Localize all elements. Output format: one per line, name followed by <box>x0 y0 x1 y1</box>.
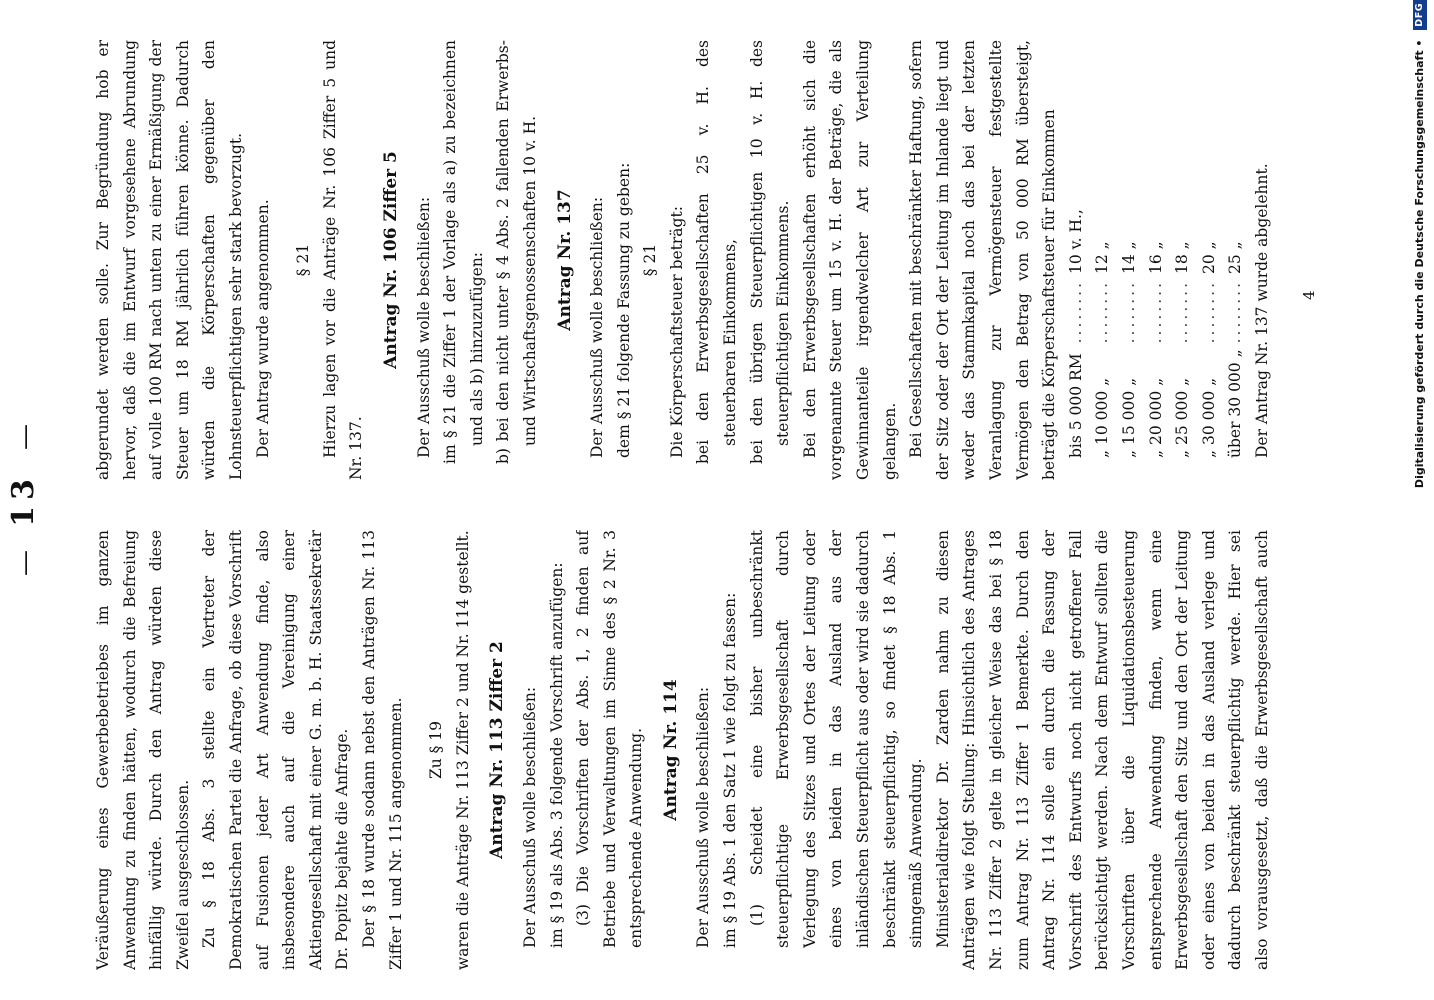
leader-dots: ........ <box>1066 279 1085 344</box>
tax-rate: 20 „ <box>1199 241 1218 274</box>
paragraph: Der Antrag Nr. 137 wurde abgelehnt. <box>1252 163 1271 458</box>
paragraph: Der Ausschuß wolle beschließen: <box>520 686 539 948</box>
paragraph: Der Antrag wurde angenommen. <box>253 199 272 458</box>
tax-range: „ 30 000 „ <box>1199 377 1218 458</box>
tax-range: „ 20 000 „ <box>1146 377 1165 458</box>
credit-line <box>1408 0 1432 1000</box>
tax-range: bis 5 000 RM <box>1066 353 1085 458</box>
tax-range: „ 15 000 „ <box>1119 377 1138 458</box>
page-header <box>6 0 76 1000</box>
tax-row <box>1116 203 1143 458</box>
tax-range: „ 25 000 „ <box>1173 377 1192 458</box>
leader-dots: ........ <box>1173 279 1192 344</box>
paragraph: abgerundet werden solle. Zur Begründung hob er hervor, daß die im Entwurf vorgesehene Abrundung auf volle 100 RM nach unten zu einer Ermäßigung der Steuer um 18 RM jährlich führen könne. Dadurch würden die Körperschaften gegenüber den Lohnsteuerpflichtigen sehr stark bevorzugt. <box>94 40 245 480</box>
tax-rate: 18 „ <box>1173 241 1192 274</box>
paragraph: Zu § 18 Abs. 3 stellte ein Vertreter der Demokratischen Partei die Anfrage, ob diese Vorschrift auf Fusionen jeder Art Anwendung finde, also insbesondere auch auf die Vereinigung einer Aktiengesellschaft mit einer G. m. b. H. Staatssekretär Dr. Popitz bejahte die Anfrage. <box>200 530 352 970</box>
tax-rate: 10 v. H., <box>1066 209 1085 274</box>
paragraph: Bei den Erwerbsgesellschaften erhöht sich die vorgenannte Steuer um 15 v. H. der Beträge, die als Gewinnanteile irgendwelcher Art zur Verteilung gelangen. <box>800 40 899 480</box>
motion-text: b) bei den nicht unter § 4 Abs. 2 fallenden Erwerbs- und Wirtschaftsgenossenschaften 10 v. H. <box>494 40 539 464</box>
section-heading: Zu § 19 <box>427 720 446 780</box>
tax-row <box>1169 203 1196 458</box>
left-column <box>90 530 1280 970</box>
leader-dots: ........ <box>1093 279 1112 344</box>
tax-range: „ 10 000 „ <box>1093 377 1112 458</box>
tax-rate: 14 „ <box>1119 241 1138 274</box>
tax-row <box>1143 203 1170 458</box>
paragraph: Die Körperschaftsteuer beträgt: <box>667 206 686 458</box>
section-heading: § 21 <box>641 243 660 277</box>
motion-heading: Antrag Nr. 137 <box>554 189 575 331</box>
leader-dots: ........ <box>1119 279 1138 344</box>
dfg-logo: DFG <box>1413 0 1427 30</box>
right-column <box>90 40 1280 480</box>
header-dash-right: — <box>10 424 40 451</box>
motion-text: im § 21 die Ziffer 1 der Vorlage als a) zu bezeichnen und als b) hinzuzufügen: <box>441 40 486 464</box>
paragraph: im § 19 als Abs. 3 folgende Vorschrift anzufügen: <box>547 562 566 948</box>
motion-text: bei den Erwerbsgesellschaften 25 v. H. des steuerbaren Einkommens, <box>694 40 740 464</box>
page-number: 13 <box>6 473 41 527</box>
leader-dots: ........ <box>1146 279 1165 344</box>
tax-row <box>1196 203 1223 458</box>
paragraph: im § 19 Abs. 1 den Satz 1 wie folgt zu fassen: <box>721 592 740 948</box>
paragraph: Bei Gesellschaften mit beschränkter Haftung, sofern der Sitz oder der Ort der Leitung im Inlande liegt und weder das Stammkapital noch das bei der letzten Veranlagung zur Vermögensteuer festgestellte Vermögen den Betrag von 50 000 RM übersteigt, beträgt die Körperschaftsteuer für Einkommen <box>907 40 1059 480</box>
motion-text: bei den übrigen Steuerpflichtigen 10 v. H. des steuerpflichtigen Einkommens. <box>747 40 793 464</box>
paragraph: Ministerialdirektor Dr. Zarden nahm zu diesen Anträgen wie folgt Stellung: Hinsichtlich des Antrages Nr. 113 Ziffer 2 gelte in gleicher Weise das bei § 18 zum Antrag Nr. 113 Ziffer 1 Bemerkte. Durch den Antrag Nr. 114 solle ein durch die Fassung der Vorschrift des Entwurfs noch nicht getroffener Fall berücksichtigt werden. Nach dem Entwurf sollten die Vorschriften über die Liquidationsbesteuerung entsprechende Anwendung finden, wenn eine Erwerbsgesellschaft den Sitz und den Ort der Leitung oder eines von beiden in das Ausland verlege und dadurch beschränkt steuerpflichtig werde. Hier sei also vorausgesetzt, daß die Erwerbsgesellschaft auch <box>933 530 1271 970</box>
motion-text: (3) Die Vorschriften der Abs. 1, 2 finden auf Betriebe und Verwaltungen im Sinne des § 2 Nr. 3 entsprechende Anwendung. <box>574 530 646 948</box>
tax-range: über 30 000 „ <box>1226 349 1245 458</box>
paragraph: Hierzu lagen vor die Anträge Nr. 106 Ziffer 5 und Nr. 137. <box>320 40 366 480</box>
tax-row <box>1089 203 1116 458</box>
paragraph: Der Ausschuß wolle beschließen: <box>414 196 433 458</box>
tax-row <box>1222 203 1249 458</box>
tax-row <box>1063 203 1090 458</box>
leader-dots: ........ <box>1226 279 1245 344</box>
motion-text: (1) Scheidet eine bisher unbeschränkt steuerpflichtige Erwerbsgesellschaft durch Verlegung des Sitzes und Ortes der Leitung oder eines von beiden in das Ausland aus der inländischen Steuerpflicht aus oder wird sie dadurch beschränkt steuerpflichtig, so findet § 18 Abs. 1 sinngemäß Anwendung. <box>747 530 926 948</box>
paragraph: Der § 18 wurde sodann nebst den Anträgen Nr. 113 Ziffer 1 und Nr. 115 angenommen. <box>359 530 405 970</box>
paragraph: dem § 21 folgende Fassung zu geben: <box>614 162 633 458</box>
section-heading: § 21 <box>294 243 313 277</box>
tax-rate-table <box>1063 203 1249 458</box>
footnote-mark: 4 <box>1300 290 1318 300</box>
paragraph: Veräußerung eines Gewerbebetriebes im ganzen Anwendung zu finden hätten, wodurch die Befreiung hinfällig würde. Durch den Antrag würden diese Zweifel ausgeschlossen. <box>94 530 192 970</box>
tax-rate: 12 „ <box>1093 241 1112 274</box>
motion-heading: Antrag Nr. 106 Ziffer 5 <box>380 151 401 369</box>
paragraph: Der Ausschuß wolle beschließen: <box>694 686 713 948</box>
credit-text: Digitalisierung gefördert durch die Deutsche Forschungsgemeinschaft • <box>1413 39 1426 489</box>
paragraph <box>1276 40 1280 480</box>
leader-dots: ........ <box>1199 279 1218 344</box>
header-dash-left: — <box>10 549 40 576</box>
paragraph: waren die Anträge Nr. 113 Ziffer 2 und Nr. 114 gestellt. <box>453 530 472 970</box>
tax-rate: 25 „ <box>1226 241 1245 274</box>
motion-heading: Antrag Nr. 113 Ziffer 2 <box>487 641 508 859</box>
digitization-credit <box>1400 0 1434 1000</box>
motion-heading: Antrag Nr. 114 <box>660 679 681 821</box>
paragraph: Der Ausschuß wolle beschließen: <box>588 196 607 458</box>
tax-rate: 16 „ <box>1146 241 1165 274</box>
